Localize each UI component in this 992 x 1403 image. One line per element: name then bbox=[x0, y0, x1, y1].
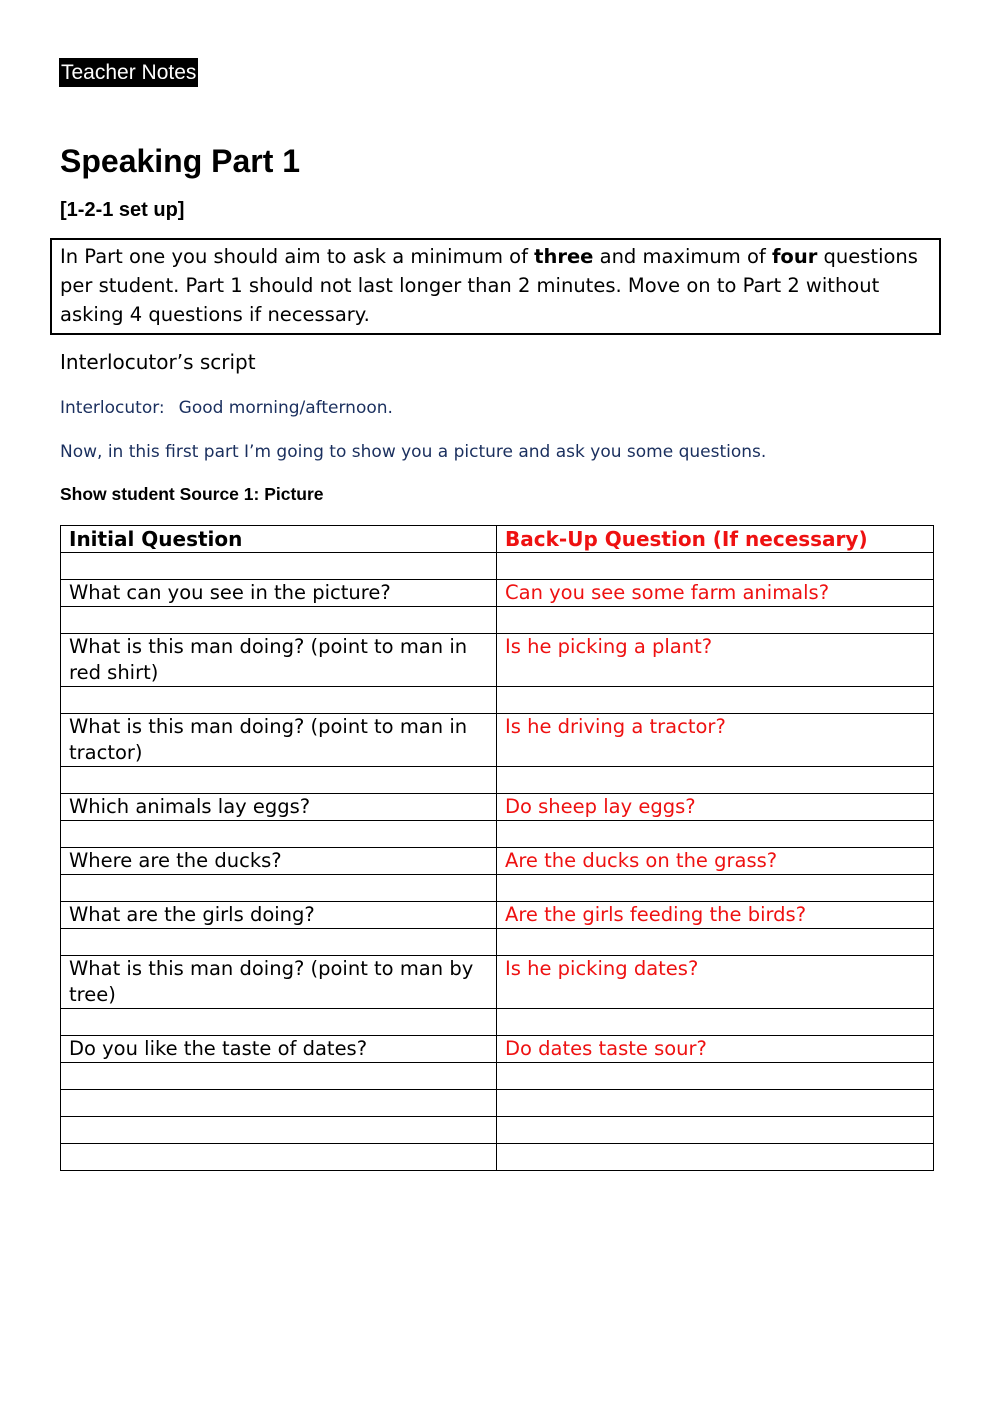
teacher-notes-label: Teacher Notes bbox=[59, 58, 198, 87]
initial-question-cell: What is this man doing? (point to man by tree) bbox=[61, 956, 497, 1009]
initial-question-cell bbox=[61, 553, 497, 580]
table-row bbox=[61, 687, 934, 714]
backup-question-cell bbox=[497, 929, 934, 956]
table-row bbox=[61, 580, 934, 607]
table-row bbox=[61, 902, 934, 929]
initial-question-cell: What can you see in the picture? bbox=[61, 580, 497, 607]
backup-question-cell bbox=[497, 1144, 934, 1171]
backup-question-cell bbox=[497, 687, 934, 714]
backup-question-cell: Are the ducks on the grass? bbox=[497, 848, 934, 875]
initial-question-cell: Do you like the taste of dates? bbox=[61, 1036, 497, 1063]
initial-question-cell: What is this man doing? (point to man in red shirt) bbox=[61, 634, 497, 687]
table-row bbox=[61, 714, 934, 767]
table-row bbox=[61, 1090, 934, 1117]
instruction-minimum: three bbox=[534, 245, 594, 268]
backup-question-cell: Is he driving a tractor? bbox=[497, 714, 934, 767]
instruction-text-3: questions per student. Part 1 should not last longer than 2 minutes. Move on to Part 2 without asking 4 questions if necessary. bbox=[60, 245, 918, 326]
initial-question-cell bbox=[61, 767, 497, 794]
initial-question-cell: Which animals lay eggs? bbox=[61, 794, 497, 821]
backup-question-cell bbox=[497, 1063, 934, 1090]
table-row bbox=[61, 553, 934, 580]
questions-table bbox=[60, 525, 934, 1171]
backup-question-cell bbox=[497, 821, 934, 848]
initial-question-cell bbox=[61, 1144, 497, 1171]
instruction-box bbox=[50, 238, 941, 335]
initial-question-cell bbox=[61, 821, 497, 848]
backup-question-cell: Do dates taste sour? bbox=[497, 1036, 934, 1063]
backup-question-cell bbox=[497, 553, 934, 580]
backup-question-cell bbox=[497, 767, 934, 794]
initial-question-cell bbox=[61, 1009, 497, 1036]
initial-question-cell bbox=[61, 1063, 497, 1090]
backup-question-cell bbox=[497, 607, 934, 634]
source-instruction: Show student Source 1: Picture bbox=[60, 484, 324, 504]
initial-question-cell bbox=[61, 1117, 497, 1144]
backup-question-cell: Is he picking a plant? bbox=[497, 634, 934, 687]
interlocutor-line bbox=[60, 396, 393, 420]
table-row bbox=[61, 794, 934, 821]
table-row bbox=[61, 1063, 934, 1090]
backup-question-cell bbox=[497, 1117, 934, 1144]
table-row bbox=[61, 821, 934, 848]
backup-question-cell: Is he picking dates? bbox=[497, 956, 934, 1009]
initial-question-cell: Where are the ducks? bbox=[61, 848, 497, 875]
instruction-text-1: In Part one you should aim to ask a minimum of bbox=[60, 245, 535, 268]
initial-question-cell bbox=[61, 687, 497, 714]
script-heading: Interlocutor’s script bbox=[60, 350, 256, 374]
table-row bbox=[61, 1144, 934, 1171]
table-row bbox=[61, 1036, 934, 1063]
instruction-maximum: four bbox=[771, 245, 818, 268]
table-row bbox=[61, 875, 934, 902]
backup-question-cell bbox=[497, 1009, 934, 1036]
setup-note: [1-2-1 set up] bbox=[60, 199, 185, 221]
initial-question-cell bbox=[61, 607, 497, 634]
interlocutor-greeting: Good morning/afternoon. bbox=[178, 398, 393, 418]
table-row bbox=[61, 607, 934, 634]
initial-question-cell bbox=[61, 929, 497, 956]
table-row bbox=[61, 634, 934, 687]
table-row bbox=[61, 929, 934, 956]
table-row bbox=[61, 848, 934, 875]
instruction-text-2: and maximum of bbox=[593, 245, 772, 268]
initial-question-cell: What are the girls doing? bbox=[61, 902, 497, 929]
table-row bbox=[61, 956, 934, 1009]
table-row bbox=[61, 1009, 934, 1036]
initial-question-cell: What is this man doing? (point to man in tractor) bbox=[61, 714, 497, 767]
intro-line: Now, in this first part I’m going to show you a picture and ask you some questions. bbox=[60, 442, 767, 462]
interlocutor-speaker: Interlocutor: bbox=[60, 398, 165, 418]
table-row bbox=[61, 1117, 934, 1144]
initial-question-header: Initial Question bbox=[61, 526, 497, 553]
backup-question-cell bbox=[497, 875, 934, 902]
backup-question-cell bbox=[497, 1090, 934, 1117]
backup-question-header: Back-Up Question (If necessary) bbox=[497, 526, 934, 553]
initial-question-cell bbox=[61, 875, 497, 902]
backup-question-cell: Do sheep lay eggs? bbox=[497, 794, 934, 821]
backup-question-cell: Can you see some farm animals? bbox=[497, 580, 934, 607]
backup-question-cell: Are the girls feeding the birds? bbox=[497, 902, 934, 929]
table-header-row bbox=[61, 526, 934, 553]
page-title: Speaking Part 1 bbox=[60, 143, 301, 179]
initial-question-cell bbox=[61, 1090, 497, 1117]
table-row bbox=[61, 767, 934, 794]
